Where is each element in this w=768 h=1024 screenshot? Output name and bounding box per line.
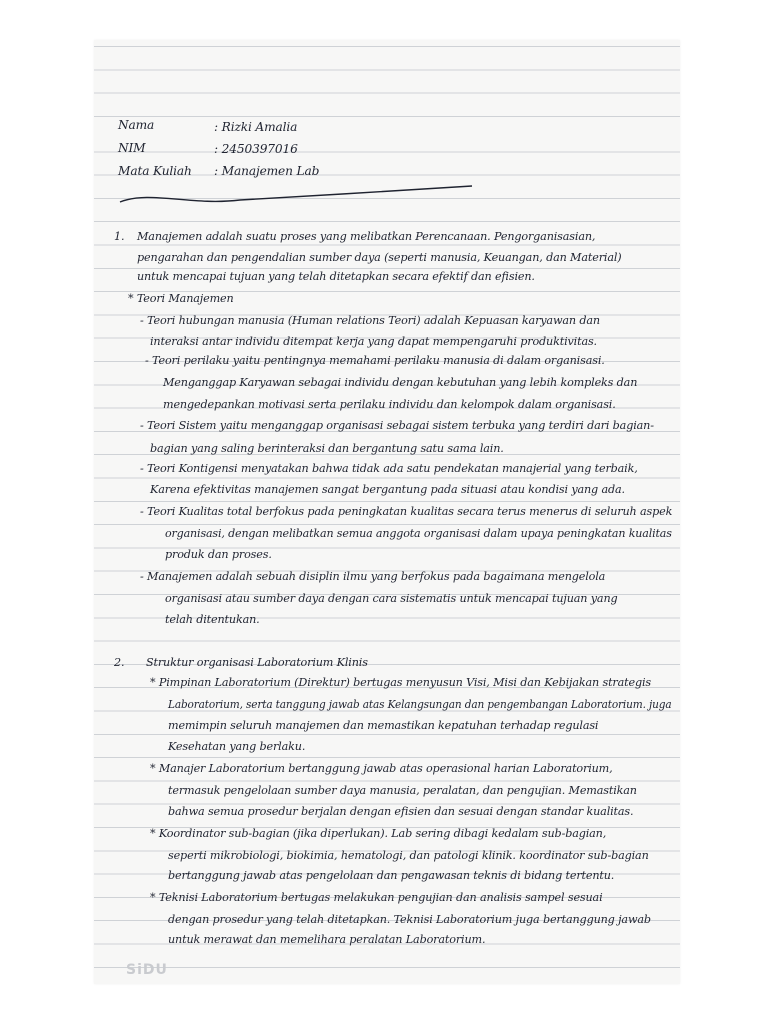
section-1-intro-line: untuk mencapai tujuan yang telah ditetapkan secara efektif dan efisien. bbox=[137, 270, 535, 283]
section-1-intro-line: Manajemen adalah suatu proses yang melibatkan Perencanaan. Pengorganisasian, bbox=[137, 230, 596, 243]
theory-line: interaksi antar individu ditempat kerja yang dapat mempengaruhi produktivitas. bbox=[150, 335, 597, 348]
structure-line: memimpin seluruh manajemen dan memastikan kepatuhan terhadap regulasi bbox=[168, 719, 599, 732]
theory-line: - Teori Kualitas total berfokus pada peningkatan kualitas secara terus menerus di seluruh aspek bbox=[140, 505, 673, 518]
theory-line: telah ditentukan. bbox=[165, 613, 260, 626]
theory-line: bagian yang saling berinteraksi dan bergantung satu sama lain. bbox=[150, 442, 504, 455]
theory-line: Menganggap Karyawan sebagai individu dengan kebutuhan yang lebih kompleks dan bbox=[163, 376, 638, 389]
structure-line: Laboratorium, serta tanggung jawab atas Kelangsungan dan pengembangan Laboratorium. juga bbox=[168, 698, 672, 711]
theory-line: - Teori Sistem yaitu menganggap organisasi sebagai sistem terbuka yang terdiri dari bagian- bbox=[140, 419, 654, 432]
theory-heading: * Teori Manajemen bbox=[128, 292, 234, 305]
theory-line: produk dan proses. bbox=[165, 548, 272, 561]
structure-line: * Koordinator sub-bagian (jika diperlukan). Lab sering dibagi kedalam sub-bagian, bbox=[150, 827, 607, 840]
structure-line: dengan prosedur yang telah ditetapkan. Teknisi Laboratorium juga bertanggung jawab bbox=[168, 913, 651, 926]
nim-value: : 2450397016 bbox=[214, 142, 298, 156]
theory-line: organisasi, dengan melibatkan semua anggota organisasi dalam upaya peningkatan kualitas bbox=[165, 527, 672, 540]
structure-line: * Manajer Laboratorium bertanggung jawab atas operasional harian Laboratorium, bbox=[150, 762, 613, 775]
paper-brand-watermark: SiDU bbox=[126, 962, 168, 978]
section-1-number: 1. bbox=[114, 230, 125, 243]
section-1-intro-line: pengarahan dan pengendalian sumber daya (seperti manusia, Keuangan, dan Material) bbox=[137, 251, 622, 264]
structure-line: * Pimpinan Laboratorium (Direktur) bertugas menyusun Visi, Misi dan Kebijakan strategis bbox=[150, 676, 652, 689]
nim-label: NIM bbox=[118, 141, 146, 155]
theory-line: organisasi atau sumber daya dengan cara sistematis untuk mencapai tujuan yang bbox=[165, 592, 618, 605]
theory-line: - Teori hubungan manusia (Human relations Teori) adalah Kepuasan karyawan dan bbox=[140, 314, 600, 327]
structure-line: bahwa semua prosedur berjalan dengan efisien dan sesuai dengan standar kualitas. bbox=[168, 805, 634, 818]
structure-line: untuk merawat dan memelihara peralatan Laboratorium. bbox=[168, 933, 486, 946]
structure-line: * Teknisi Laboratorium bertugas melakukan pengujian dan analisis sampel sesuai bbox=[150, 891, 603, 904]
mata-kuliah-value: : Manajemen Lab bbox=[214, 164, 320, 178]
nama-label: Nama bbox=[118, 118, 155, 132]
structure-line: termasuk pengelolaan sumber daya manusia, peralatan, dan pengujian. Memastikan bbox=[168, 784, 637, 797]
header-underline-stroke bbox=[110, 180, 480, 210]
section-2-number: 2. bbox=[114, 656, 125, 669]
theory-line: Karena efektivitas manajemen sangat bergantung pada situasi atau kondisi yang ada. bbox=[150, 483, 625, 496]
structure-line: seperti mikrobiologi, biokimia, hematologi, dan patologi klinik. koordinator sub-bagian bbox=[168, 849, 649, 862]
mata-kuliah-label: Mata Kuliah bbox=[118, 164, 192, 178]
theory-line: - Teori perilaku yaitu pentingnya memahami perilaku manusia di dalam organisasi. bbox=[145, 354, 605, 367]
theory-line: - Teori Kontigensi menyatakan bahwa tidak ada satu pendekatan manajerial yang terbaik, bbox=[140, 462, 638, 475]
section-2-title: Struktur organisasi Laboratorium Klinis bbox=[146, 656, 368, 669]
theory-line: mengedepankan motivasi serta perilaku individu dan kelompok dalam organisasi. bbox=[163, 398, 616, 411]
structure-line: Kesehatan yang berlaku. bbox=[168, 740, 306, 753]
nama-value: : Rizki Amalia bbox=[214, 120, 298, 134]
structure-line: bertanggung jawab atas pengelolaan dan pengawasan teknis di bidang tertentu. bbox=[168, 869, 615, 882]
theory-line: - Manajemen adalah sebuah disiplin ilmu yang berfokus pada bagaimana mengelola bbox=[140, 570, 606, 583]
